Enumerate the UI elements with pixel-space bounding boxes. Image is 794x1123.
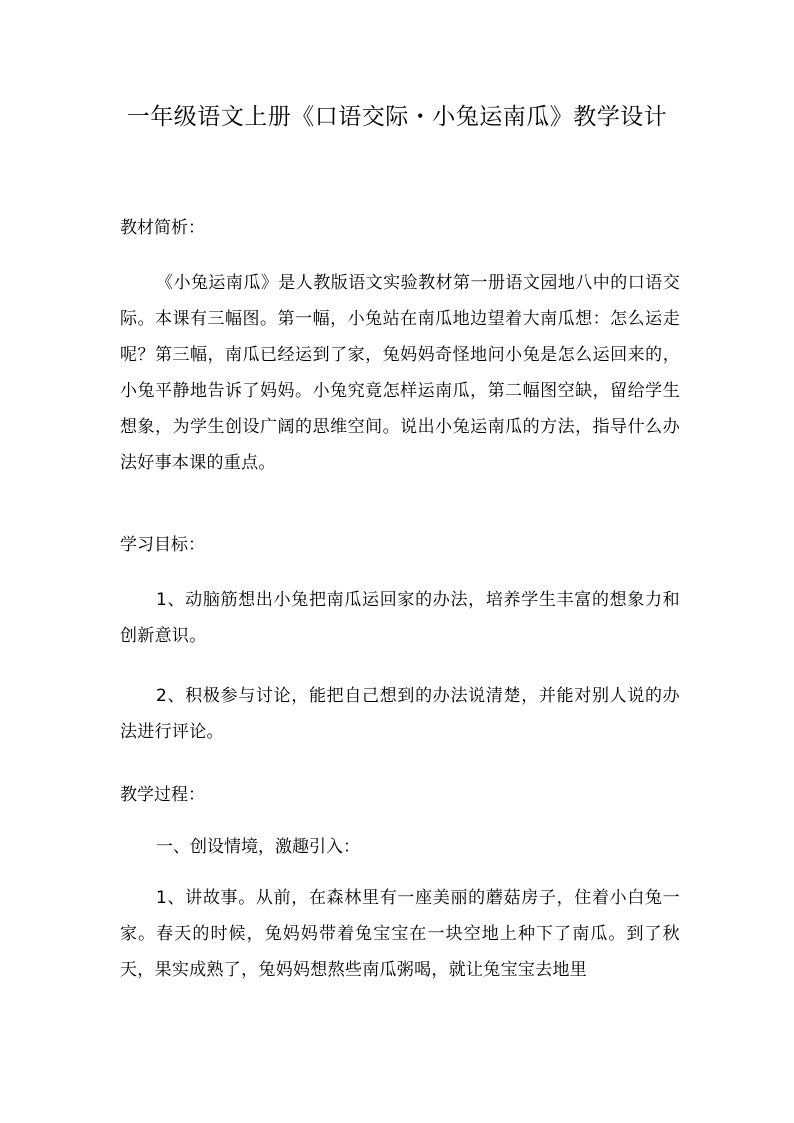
goal-item-1: 1、动脑筋想出小兔把南瓜运回家的办法，培养学生丰富的想象力和创新意识。: [120, 590, 680, 646]
document-title: 一年级语文上册《口语交际・小兔运南瓜》教学设计: [126, 104, 668, 130]
goals-heading: 学习目标：: [120, 535, 205, 555]
analysis-paragraph: 《小兔运南瓜》是人教版语文实验教材第一册语文园地八中的口语交际。本课有三幅图。第一幅，小兔站在南瓜地边望着大南瓜想：怎么运走呢？第三幅，南瓜已经运到了家，兔妈妈奇怪地问小兔是怎么运回来的，小兔平静地告诉了妈妈。小兔究竟怎样运南瓜，第二幅图空缺，留给学生想象，为学生创设广阔的思维空间。说出小兔运南瓜的方法，指导什么办法好事本课的重点。: [120, 273, 680, 473]
goal-item-2: 2、积极参与讨论，能把自己想到的办法说清楚，并能对别人说的办法进行评论。: [120, 686, 680, 742]
step-1-heading: 一、创设情境，激趣引入：: [156, 837, 360, 857]
process-heading: 教学过程：: [120, 785, 205, 805]
step-1-item-1: 1、讲故事。从前，在森林里有一座美丽的蘑菇房子，住着小白兔一家。春天的时候，兔妈妈带着兔宝宝在一块空地上种下了南瓜。到了秋天，果实成熟了，兔妈妈想熬些南瓜粥喝，就让兔宝宝去地里: [120, 888, 680, 980]
analysis-heading: 教材简析：: [120, 218, 205, 238]
